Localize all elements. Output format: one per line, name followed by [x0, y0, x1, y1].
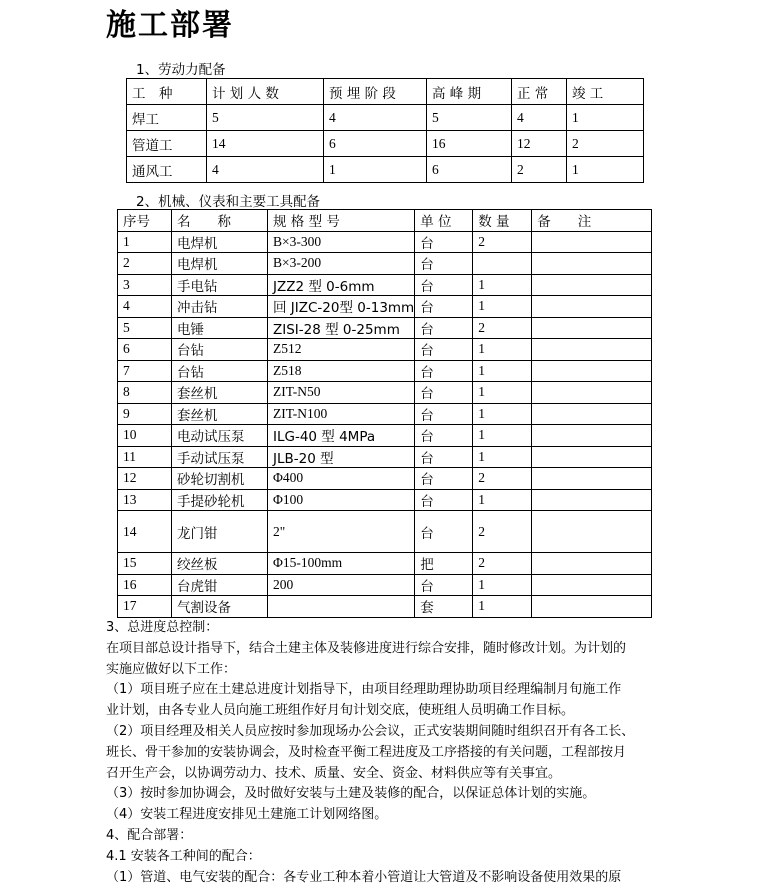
- tool-row: [118, 403, 652, 425]
- tool-row: [118, 446, 652, 468]
- table-cell: 台钻: [172, 339, 268, 361]
- table-header-cell: 名 称: [172, 210, 268, 232]
- table-cell: 9: [118, 403, 172, 425]
- tool-row: [118, 339, 652, 361]
- table-cell: [532, 489, 652, 511]
- table-cell: 1: [473, 425, 532, 447]
- paragraph-line: 召开生产会，以协调劳动力、技术、质量、安全、资金、材料供应等有关事宜。: [106, 765, 562, 781]
- tool-row: [118, 317, 652, 339]
- table-cell: 手电钻: [172, 274, 268, 296]
- table-cell: 台: [415, 317, 473, 339]
- table-cell: 5: [427, 105, 512, 131]
- table-cell: B×3-200: [268, 253, 415, 275]
- table-cell: 台钻: [172, 360, 268, 382]
- table-cell: 10: [118, 425, 172, 447]
- table-cell: 龙门钳: [172, 511, 268, 553]
- tool-row: [118, 553, 652, 575]
- table-cell: 2: [473, 468, 532, 490]
- table-cell: [532, 253, 652, 275]
- table-header-cell: 序号: [118, 210, 172, 232]
- table-cell: 1: [473, 489, 532, 511]
- table-cell: 3: [118, 274, 172, 296]
- table-cell: 17: [118, 596, 172, 618]
- tool-row: [118, 360, 652, 382]
- table-cell: [532, 382, 652, 404]
- table-cell: 台: [415, 403, 473, 425]
- table-cell: 台: [415, 425, 473, 447]
- table-cell: 台: [415, 574, 473, 596]
- table-cell: 1: [324, 157, 427, 183]
- table-cell: [532, 425, 652, 447]
- table-cell: 16: [118, 574, 172, 596]
- table-cell: [532, 468, 652, 490]
- table-cell: 1: [118, 231, 172, 253]
- table-cell: 1: [473, 596, 532, 618]
- table-cell: 12: [118, 468, 172, 490]
- tools-table: [117, 209, 652, 618]
- table-cell: 2": [268, 511, 415, 553]
- table-cell: [532, 231, 652, 253]
- table-cell: Z518: [268, 360, 415, 382]
- table-cell: 套丝机: [172, 382, 268, 404]
- table-cell: 2: [473, 231, 532, 253]
- table-header-cell: 数 量: [473, 210, 532, 232]
- table-cell: [532, 403, 652, 425]
- table-header-cell: 计 划 人 数: [207, 79, 324, 105]
- table-cell: B×3-300: [268, 231, 415, 253]
- table-header-cell: 高 峰 期: [427, 79, 512, 105]
- table-cell: 台: [415, 339, 473, 361]
- table-cell: 绞丝板: [172, 553, 268, 575]
- table-header-cell: 备 注: [532, 210, 652, 232]
- table-cell: 台: [415, 231, 473, 253]
- table-cell: 1: [473, 382, 532, 404]
- table-cell: ZISI-28 型 0-25mm: [268, 317, 415, 339]
- table-cell: 台: [415, 446, 473, 468]
- table-cell: 电锤: [172, 317, 268, 339]
- table-cell: 4: [207, 157, 324, 183]
- table-cell: 台: [415, 511, 473, 553]
- tool-row: [118, 382, 652, 404]
- table-cell: 1: [473, 360, 532, 382]
- table-cell: Φ100: [268, 489, 415, 511]
- table-cell: 手提砂轮机: [172, 489, 268, 511]
- table-cell: 台: [415, 360, 473, 382]
- table-cell: 2: [567, 131, 644, 157]
- paragraph-line: 4.1 安装各工种间的配合：: [106, 848, 261, 864]
- table-cell: 1: [473, 574, 532, 596]
- table-cell: 2: [118, 253, 172, 275]
- table-cell: 5: [118, 317, 172, 339]
- tool-row: [118, 468, 652, 490]
- table-header-cell: 预 埋 阶 段: [324, 79, 427, 105]
- table-cell: 6: [427, 157, 512, 183]
- table-cell: 1: [567, 105, 644, 131]
- table-cell: [532, 274, 652, 296]
- table-cell: 14: [207, 131, 324, 157]
- tool-row: [118, 596, 652, 618]
- table-cell: Z512: [268, 339, 415, 361]
- table-cell: [532, 596, 652, 618]
- table-cell: 7: [118, 360, 172, 382]
- paragraph-line: 班长、骨干参加的安装协调会，及时检查平衡工程进度及工序搭接的有关问题，工程部按月: [106, 744, 627, 760]
- table-cell: 1: [473, 403, 532, 425]
- tool-row: [118, 296, 652, 318]
- table-cell: [532, 446, 652, 468]
- table-cell: [268, 596, 415, 618]
- paragraph-line: （1）管道、电气安装的配合：各专业工种本着小管道让大管道及不影响设备使用效果的原: [106, 869, 622, 885]
- tool-row: [118, 511, 652, 553]
- table-cell: 1: [473, 446, 532, 468]
- labor-row: [127, 131, 644, 157]
- table-cell: 管道工: [127, 131, 207, 157]
- table-header-row: [118, 210, 652, 232]
- table-cell: 台: [415, 253, 473, 275]
- table-cell: 5: [207, 105, 324, 131]
- table-cell: 8: [118, 382, 172, 404]
- paragraph-line: 在项目部总设计指导下，结合土建主体及装修进度进行综合安排，随时修改计划。为计划的: [106, 640, 627, 656]
- section-heading-tools: 2、机械、仪表和主要工具配备: [136, 194, 321, 210]
- table-cell: 2: [473, 553, 532, 575]
- table-cell: 套丝机: [172, 403, 268, 425]
- table-cell: 4: [324, 105, 427, 131]
- table-header-cell: 规 格 型 号: [268, 210, 415, 232]
- table-cell: 焊工: [127, 105, 207, 131]
- table-cell: 电焊机: [172, 231, 268, 253]
- table-cell: [473, 253, 532, 275]
- paragraph-line: （4）安装工程进度安排见土建施工计划网络图。: [106, 807, 388, 823]
- paragraph-line: （2）项目经理及相关人员应按时参加现场办公会议，正式安装期间随时组织召开有各工长、: [106, 723, 635, 739]
- table-cell: ZIT-N100: [268, 403, 415, 425]
- table-cell: 电焊机: [172, 253, 268, 275]
- tool-row: [118, 489, 652, 511]
- table-cell: 台: [415, 296, 473, 318]
- table-header-cell: 竣 工: [567, 79, 644, 105]
- table-cell: [532, 296, 652, 318]
- table-header-cell: 单 位: [415, 210, 473, 232]
- labor-row: [127, 105, 644, 131]
- tool-row: [118, 574, 652, 596]
- table-cell: 13: [118, 489, 172, 511]
- table-cell: 台: [415, 489, 473, 511]
- tool-row: [118, 253, 652, 275]
- table-cell: 台: [415, 468, 473, 490]
- table-cell: 把: [415, 553, 473, 575]
- table-cell: 6: [324, 131, 427, 157]
- table-cell: 电动试压泵: [172, 425, 268, 447]
- table-cell: 2: [473, 317, 532, 339]
- paragraph-line: 4、配合部署：: [106, 827, 193, 843]
- table-cell: JLB-20 型: [268, 446, 415, 468]
- table-cell: 通风工: [127, 157, 207, 183]
- table-cell: [532, 574, 652, 596]
- labor-table: [126, 78, 644, 183]
- table-cell: 200: [268, 574, 415, 596]
- paragraph-line: 实施应做好以下工作：: [106, 661, 237, 677]
- table-cell: 16: [427, 131, 512, 157]
- table-cell: 15: [118, 553, 172, 575]
- table-cell: 手动试压泵: [172, 446, 268, 468]
- table-cell: [532, 553, 652, 575]
- table-cell: 1: [473, 296, 532, 318]
- table-cell: 2: [473, 511, 532, 553]
- section-heading-labor: 1、劳动力配备: [136, 62, 226, 78]
- body-text: [106, 618, 666, 888]
- table-cell: 12: [512, 131, 567, 157]
- table-cell: [532, 317, 652, 339]
- table-cell: 4: [118, 296, 172, 318]
- table-cell: 台虎钳: [172, 574, 268, 596]
- table-cell: 4: [512, 105, 567, 131]
- table-header-row: [127, 79, 644, 105]
- table-cell: 14: [118, 511, 172, 553]
- table-cell: 1: [567, 157, 644, 183]
- table-cell: [532, 511, 652, 553]
- paragraph-line: （1）项目班子应在土建总进度计划指导下，由项目经理助理协助项目经理编制月旬施工作: [106, 682, 622, 698]
- table-header-cell: 正 常: [512, 79, 567, 105]
- table-cell: ZIT-N50: [268, 382, 415, 404]
- table-cell: 回 JIZC-20型 0-13mm: [268, 296, 415, 318]
- table-header-cell: 工 种: [127, 79, 207, 105]
- table-cell: 2: [512, 157, 567, 183]
- table-cell: Φ400: [268, 468, 415, 490]
- table-cell: [532, 339, 652, 361]
- table-cell: JZZ2 型 0-6mm: [268, 274, 415, 296]
- table-cell: 砂轮切割机: [172, 468, 268, 490]
- paragraph-line: （3）按时参加协调会，及时做好安装与土建及装修的配合，以保证总体计划的实施。: [106, 786, 596, 802]
- table-cell: 1: [473, 339, 532, 361]
- paragraph-line: 业计划，由各专业人员向施工班组作好月旬计划交底，使班组人员明确工作目标。: [106, 703, 575, 719]
- table-cell: 11: [118, 446, 172, 468]
- table-cell: 冲击钻: [172, 296, 268, 318]
- page-title: 施工部署: [106, 8, 234, 43]
- table-cell: 套: [415, 596, 473, 618]
- table-cell: 台: [415, 382, 473, 404]
- table-cell: Φ15-100mm: [268, 553, 415, 575]
- table-cell: ILG-40 型 4MPa: [268, 425, 415, 447]
- tool-row: [118, 425, 652, 447]
- table-cell: 台: [415, 274, 473, 296]
- table-cell: 6: [118, 339, 172, 361]
- labor-row: [127, 157, 644, 183]
- table-cell: 气割设备: [172, 596, 268, 618]
- tool-row: [118, 274, 652, 296]
- tool-row: [118, 231, 652, 253]
- table-cell: 1: [473, 274, 532, 296]
- table-cell: [532, 360, 652, 382]
- paragraph-line: 3、总进度总控制：: [106, 620, 219, 635]
